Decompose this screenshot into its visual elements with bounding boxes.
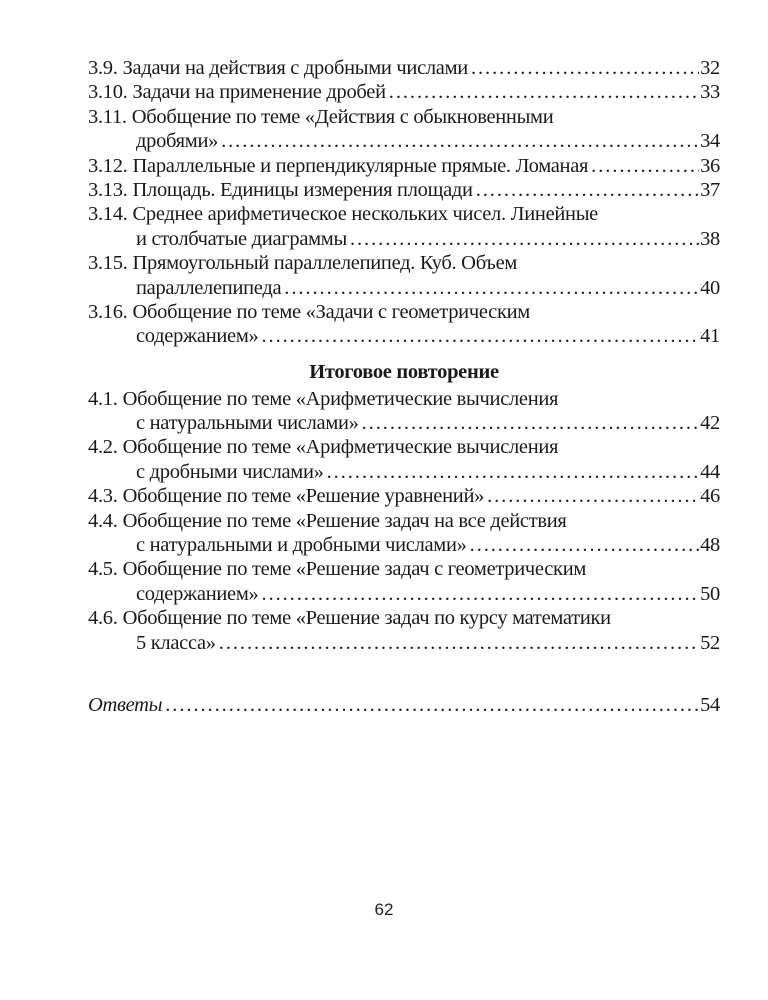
toc-entry-title: и столбчатые диаграммы [136,227,347,250]
dot-leader [284,276,699,300]
toc-page-number: 54 [700,693,720,716]
dot-leader [261,324,699,348]
toc-section-4 [88,387,720,655]
dot-leader [471,56,699,80]
toc-entry[interactable] [88,606,720,655]
toc-entry-number: 3.16. [88,300,128,323]
toc-page-number: 48 [700,534,720,557]
toc-entry-title: дробями» [136,130,219,153]
toc-entry[interactable] [88,557,720,606]
toc-entry-title: Обобщение по теме «Действия с обыкновенными [131,105,554,128]
toc-entry[interactable] [88,105,720,154]
toc-entry-title: Обобщение по теме «Решение задач с геометрическим [122,558,587,581]
dot-leader [350,227,699,251]
toc-entry-number: 4.6. [88,607,118,630]
toc-entry[interactable] [88,509,720,558]
toc-page-number: 32 [700,57,720,79]
toc-entry-title: Обобщение по теме «Решение задач на все действия [122,509,567,532]
toc-entry-title: Параллельные и перпендикулярные прямые. Ломаная [132,154,589,177]
toc-page-number: 33 [700,81,720,104]
section-title: Итоговое повторение [309,360,499,383]
toc-entry-title: с натуральными числами» [136,412,359,435]
toc-entry-number: 3.9. [88,57,118,79]
toc-entry[interactable] [88,387,720,436]
toc-page-number: 52 [700,631,720,654]
toc-entry-number: 3.15. [88,252,128,275]
dot-leader [362,411,699,435]
toc-page-number: 36 [700,154,720,177]
toc-page-number: 46 [700,485,720,508]
toc-entry[interactable] [88,178,720,202]
dot-leader [221,129,699,153]
toc-entry-title: с натуральными и дробными числами» [136,534,467,557]
toc-entry[interactable] [88,80,720,104]
toc-entry-number: 3.12. [88,154,128,177]
toc-entry-title: Обобщение по теме «Решение задач по курсу математики [122,607,611,630]
toc-entry-title: Обобщение по теме «Арифметические вычисления [122,436,559,459]
table-of-contents [88,56,720,717]
dot-leader [389,80,699,104]
toc-entry-number: 4.1. [88,387,118,410]
toc-page-number: 34 [700,130,720,153]
toc-entry-title: Задачи на действия с дробными числами [122,57,468,79]
toc-entry[interactable] [88,202,720,251]
toc-entry-title: Площадь. Единицы измерения площади [132,178,473,201]
toc-page-number: 40 [700,276,720,299]
toc-page-number: 38 [700,227,720,250]
toc-entry[interactable] [88,484,720,508]
toc-entry-title: Обобщение по теме «Задачи с геометрическим [132,300,530,323]
toc-entry-title: Ответы [88,693,163,716]
dot-leader [327,460,699,484]
page-number: 62 [374,900,394,919]
toc-page-number: 41 [700,325,720,348]
toc-entry[interactable] [88,56,720,80]
toc-entry[interactable] [88,300,720,349]
toc-entry-number: 4.5. [88,558,118,581]
toc-entry-title: с дробными числами» [136,460,324,483]
toc-entry-title: Обобщение по теме «Арифметические вычисления [122,387,559,410]
dot-leader [470,533,700,557]
toc-entry-title: 5 класса» [136,631,216,654]
dot-leader [219,631,699,655]
toc-entry-number: 3.11. [88,105,127,128]
toc-entry-number: 3.10. [88,81,128,104]
toc-entry-number: 3.13. [88,178,128,201]
dot-leader [476,178,699,202]
dot-leader [261,582,699,606]
toc-entry-title: содержанием» [136,325,259,348]
toc-page-number: 37 [700,178,720,201]
toc-entry[interactable] [88,251,720,300]
toc-page-number: 44 [700,460,720,483]
dot-leader [487,484,699,508]
toc-section-3 [88,56,720,349]
toc-entry-number: 4.3. [88,485,118,508]
toc-entry-number: 4.4. [88,509,118,532]
toc-entry-number: 4.2. [88,436,118,459]
toc-entry-title: Среднее арифметическое нескольких чисел. Линейные [132,203,598,226]
toc-entry[interactable] [88,154,720,178]
toc-entry-title: Обобщение по теме «Решение уравнений» [122,485,485,508]
toc-entry-title: содержанием» [136,582,259,605]
toc-page-number: 50 [700,582,720,605]
toc-entry-number: 3.14. [88,203,128,226]
dot-leader [591,154,699,178]
dot-leader [165,693,699,717]
toc-entry-answers[interactable] [88,693,720,717]
toc-entry-title: Прямоугольный параллелепипед. Куб. Объем [132,252,518,275]
toc-entry-title: Задачи на применение дробей [132,81,386,104]
toc-page-number: 42 [700,412,720,435]
toc-entry[interactable] [88,435,720,484]
toc-entry-title: параллелепипеда [136,276,282,299]
